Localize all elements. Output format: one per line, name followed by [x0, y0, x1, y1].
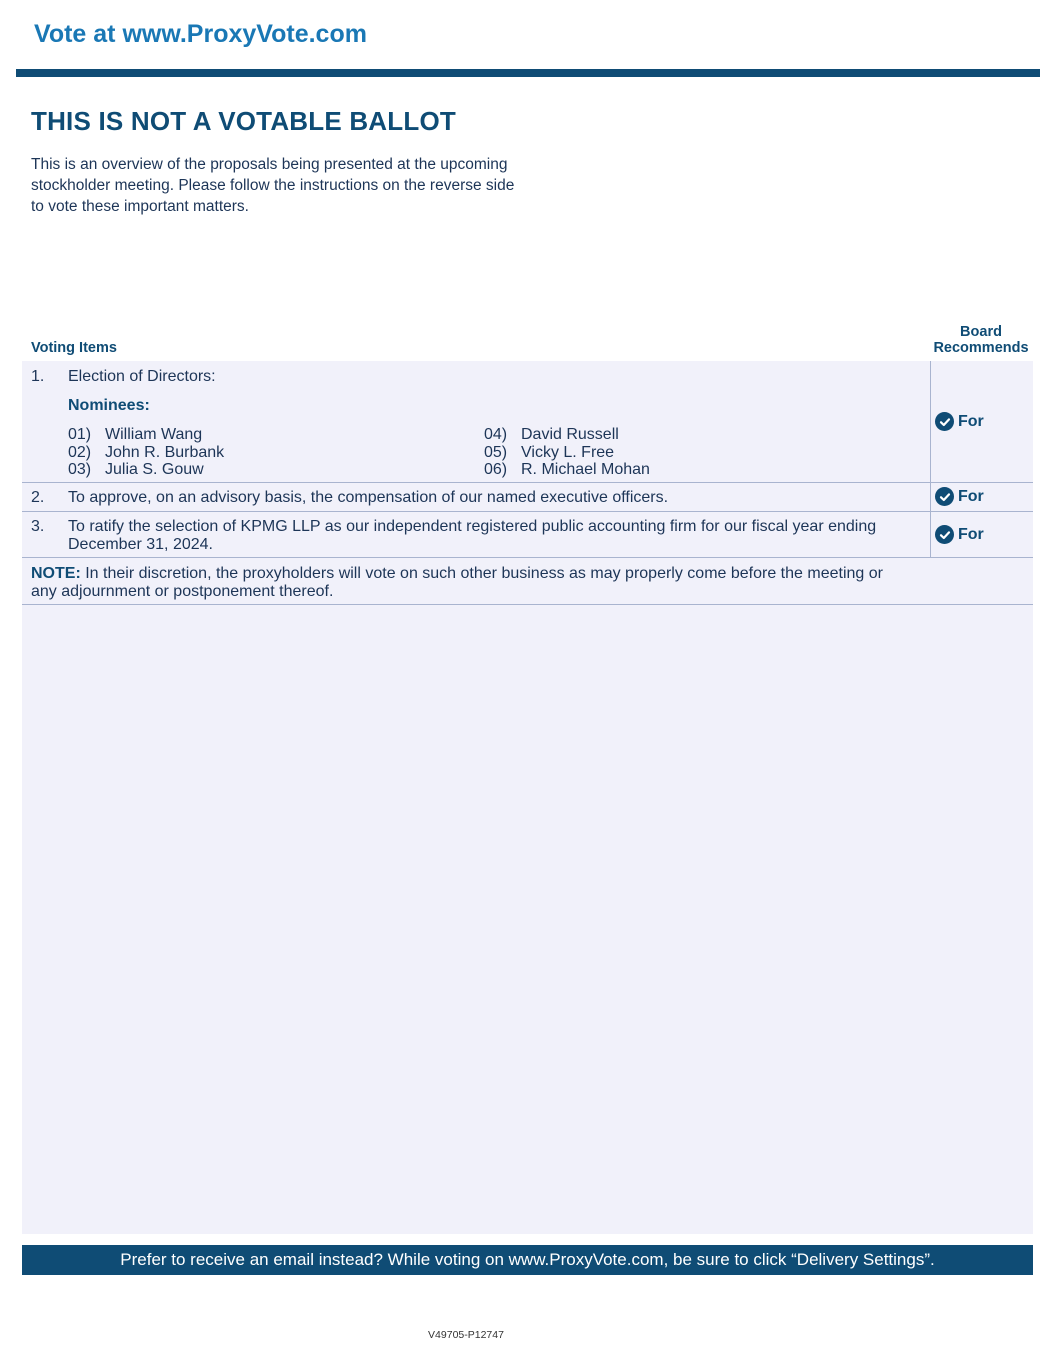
email-delivery-banner: Prefer to receive an email instead? While voting on www.ProxyVote.com, be sure to click “Delivery Settings”.	[22, 1245, 1033, 1275]
recommendation-label: For	[958, 525, 984, 543]
note-label: NOTE:	[31, 565, 81, 582]
check-circle-icon	[935, 487, 954, 506]
document-code: V49705-P12747	[428, 1329, 504, 1341]
note-text	[31, 565, 931, 600]
recommendation-label: For	[958, 412, 984, 430]
header-rule	[16, 69, 1040, 77]
nominee-item: 01) William Wang	[68, 426, 203, 443]
nominee-list-left	[68, 426, 224, 479]
nominee-item: 04) David Russell	[484, 426, 619, 443]
item-1-number: 1.	[31, 368, 45, 385]
recommendation-column-divider	[930, 361, 931, 557]
note-line1: In their discretion, the proxyholders will vote on such other business as may properly come before the meeting or	[80, 565, 883, 582]
voting-items-header: Voting Items	[31, 340, 117, 356]
item-3-text-line2: December 31, 2024.	[68, 535, 213, 553]
item-2-recommendation	[935, 487, 984, 506]
item-3-text	[68, 518, 876, 553]
item-3-text-line1: To ratify the selection of KPMG LLP as our independent registered public accounting firm for our fiscal year ending	[68, 518, 877, 535]
nominee-list-right	[484, 426, 650, 479]
item-2-text: To approve, on an advisory basis, the compensation of our named executive officers.	[68, 489, 669, 506]
nominee-item: 06) R. Michael Mohan	[484, 461, 650, 478]
check-circle-icon	[935, 525, 954, 544]
board-header-line2: Recommends	[933, 340, 1029, 356]
proxyvote-link[interactable]: Vote at www.ProxyVote.com	[34, 20, 367, 48]
row-divider	[22, 604, 1033, 605]
recommendation-label: For	[958, 487, 984, 505]
row-divider	[22, 482, 1033, 483]
note-line2: any adjournment or postponement thereof.	[31, 582, 334, 600]
nominee-item: 05) Vicky L. Free	[484, 443, 615, 461]
check-circle-icon	[935, 412, 954, 431]
intro-text: This is an overview of the proposals being presented at the upcoming stockholder meeting. Please follow the instructions on the reverse side to vote these important matters.	[31, 156, 515, 215]
item-1-text: Election of Directors:	[68, 368, 216, 385]
item-3-recommendation	[935, 525, 984, 544]
nominee-item: 03) Julia S. Gouw	[68, 461, 204, 478]
item-1-recommendation	[935, 412, 984, 431]
page-title: THIS IS NOT A VOTABLE BALLOT	[31, 106, 456, 136]
nominees-label: Nominees:	[68, 397, 150, 414]
row-divider	[22, 511, 1033, 512]
board-header-line1: Board	[960, 324, 1002, 340]
nominee-item: 02) John R. Burbank	[68, 443, 225, 461]
item-3-number: 3.	[31, 518, 45, 535]
row-divider	[22, 557, 1033, 558]
item-2-number: 2.	[31, 489, 45, 506]
board-recommends-header	[930, 324, 1032, 356]
